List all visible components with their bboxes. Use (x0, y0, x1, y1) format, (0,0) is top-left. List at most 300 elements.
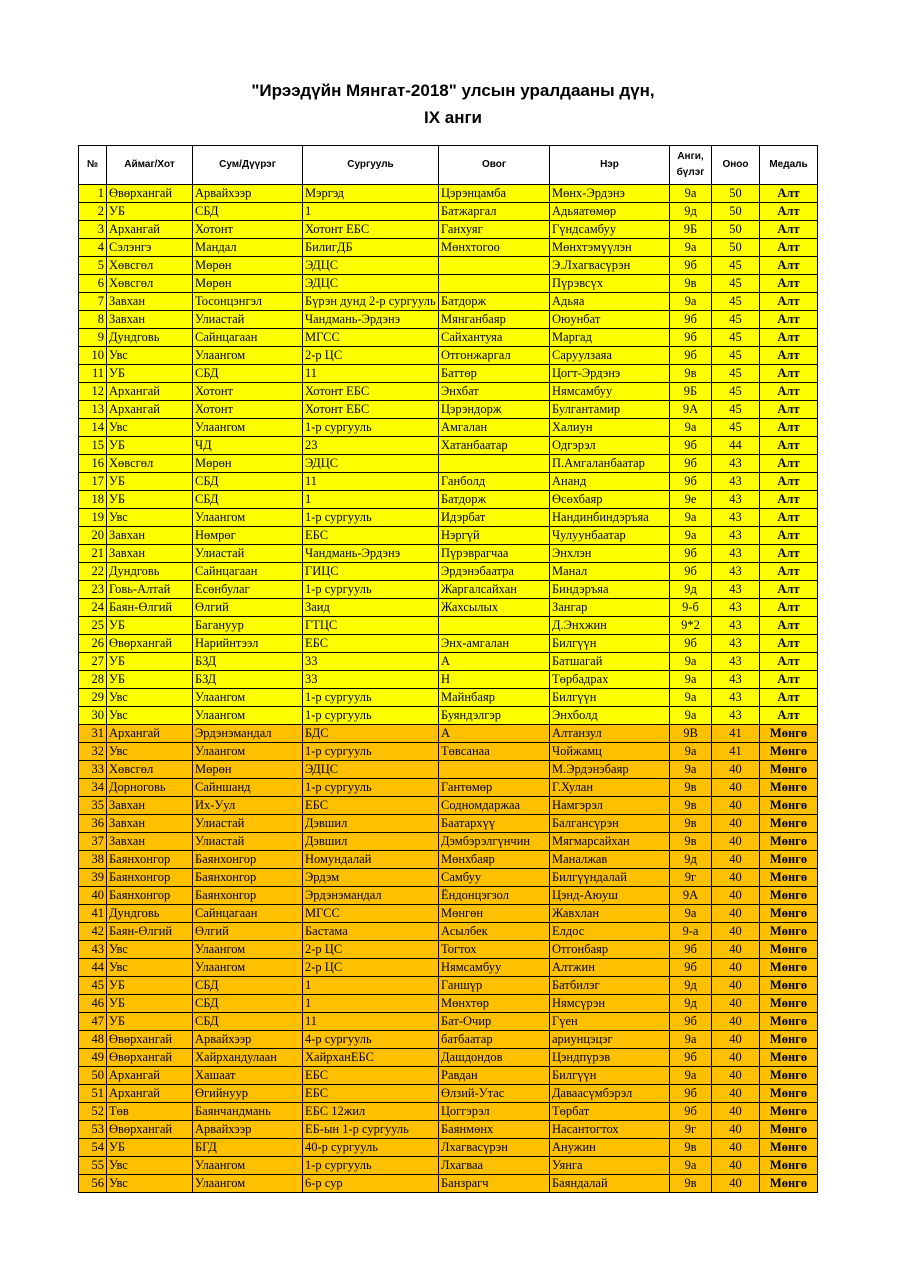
sum-cell: Улаангом (193, 959, 303, 977)
row-number: 44 (79, 959, 107, 977)
row-number: 17 (79, 473, 107, 491)
table-row (79, 761, 818, 779)
sum-cell: Улаангом (193, 347, 303, 365)
medal-cell: Алт (760, 473, 818, 491)
sum-cell: Улиастай (193, 833, 303, 851)
class-cell: 9в (670, 365, 712, 383)
sum-cell: Улаангом (193, 419, 303, 437)
surname-cell (439, 275, 550, 293)
row-number: 15 (79, 437, 107, 455)
surname-cell: Нямсамбуу (439, 959, 550, 977)
medal-cell: Мөнгө (760, 995, 818, 1013)
header-name: Нэр (550, 146, 670, 185)
name-cell: Нандинбиндэръяа (550, 509, 670, 527)
table-row (79, 1085, 818, 1103)
school-cell: 6-р сур (303, 1175, 439, 1193)
class-cell: 9б (670, 329, 712, 347)
surname-cell: А (439, 653, 550, 671)
row-number: 9 (79, 329, 107, 347)
medal-cell: Мөнгө (760, 779, 818, 797)
class-cell: 9е (670, 491, 712, 509)
surname-cell: Н (439, 671, 550, 689)
school-cell: 2-р ЦС (303, 347, 439, 365)
table-row (79, 959, 818, 977)
medal-cell: Мөнгө (760, 1103, 818, 1121)
aimag-cell: УБ (107, 995, 193, 1013)
medal-cell: Алт (760, 707, 818, 725)
row-number: 38 (79, 851, 107, 869)
score-cell: 50 (712, 203, 760, 221)
medal-cell: Мөнгө (760, 1067, 818, 1085)
school-cell: МГСС (303, 329, 439, 347)
aimag-cell: Өвөрхангай (107, 1031, 193, 1049)
medal-cell: Мөнгө (760, 851, 818, 869)
sum-cell: Сайнцагаан (193, 563, 303, 581)
sum-cell: Тосонцэнгэл (193, 293, 303, 311)
sum-cell: Улаангом (193, 707, 303, 725)
row-number: 53 (79, 1121, 107, 1139)
surname-cell: Ганхуяг (439, 221, 550, 239)
surname-cell: батбаатар (439, 1031, 550, 1049)
name-cell: Билгүүн (550, 1067, 670, 1085)
class-cell: 9-а (670, 923, 712, 941)
medal-cell: Мөнгө (760, 743, 818, 761)
table-row (79, 905, 818, 923)
class-cell: 9а (670, 1031, 712, 1049)
class-cell: 9а (670, 653, 712, 671)
row-number: 47 (79, 1013, 107, 1031)
school-cell: ЭДЦС (303, 455, 439, 473)
class-cell: 9а (670, 905, 712, 923)
surname-cell: Амгалан (439, 419, 550, 437)
score-cell: 40 (712, 1049, 760, 1067)
score-cell: 40 (712, 995, 760, 1013)
table-row (79, 923, 818, 941)
school-cell: МГСС (303, 905, 439, 923)
school-cell: 4-р сургууль (303, 1031, 439, 1049)
class-cell: 9В (670, 725, 712, 743)
class-cell: 9Б (670, 221, 712, 239)
score-cell: 41 (712, 725, 760, 743)
medal-cell: Алт (760, 239, 818, 257)
table-row (79, 1049, 818, 1067)
row-number: 20 (79, 527, 107, 545)
school-cell: 2-р ЦС (303, 959, 439, 977)
medal-cell: Алт (760, 599, 818, 617)
class-cell: 9а (670, 509, 712, 527)
score-cell: 40 (712, 797, 760, 815)
surname-cell: Ганшүр (439, 977, 550, 995)
table-row (79, 401, 818, 419)
school-cell: 1-р сургууль (303, 707, 439, 725)
aimag-cell: УБ (107, 1139, 193, 1157)
medal-cell: Алт (760, 437, 818, 455)
sum-cell: ЧД (193, 437, 303, 455)
surname-cell: Мөнхбаяр (439, 851, 550, 869)
sum-cell: Мөрөн (193, 455, 303, 473)
class-cell: 9а (670, 671, 712, 689)
medal-cell: Мөнгө (760, 761, 818, 779)
name-cell: Мөнх-Эрдэнэ (550, 185, 670, 203)
name-cell: Алтанзул (550, 725, 670, 743)
table-row (79, 581, 818, 599)
sum-cell: Арвайхээр (193, 1031, 303, 1049)
class-cell: 9а (670, 1067, 712, 1085)
row-number: 25 (79, 617, 107, 635)
table-row (79, 509, 818, 527)
medal-cell: Мөнгө (760, 1049, 818, 1067)
score-cell: 43 (712, 581, 760, 599)
row-number: 28 (79, 671, 107, 689)
sum-cell: Улиастай (193, 815, 303, 833)
name-cell: Мөнхтэмүүлэн (550, 239, 670, 257)
score-cell: 43 (712, 455, 760, 473)
name-cell: ариунцэцэг (550, 1031, 670, 1049)
name-cell: Халиун (550, 419, 670, 437)
aimag-cell: Увс (107, 743, 193, 761)
name-cell: Батбилэг (550, 977, 670, 995)
aimag-cell: Увс (107, 689, 193, 707)
medal-cell: Алт (760, 203, 818, 221)
row-number: 24 (79, 599, 107, 617)
surname-cell: Эрдэнэбаатра (439, 563, 550, 581)
surname-cell: Гантөмөр (439, 779, 550, 797)
row-number: 16 (79, 455, 107, 473)
class-cell: 9б (670, 1049, 712, 1067)
class-cell: 9в (670, 797, 712, 815)
aimag-cell: Дундговь (107, 905, 193, 923)
sum-cell: БГД (193, 1139, 303, 1157)
sum-cell: Нарийнтээл (193, 635, 303, 653)
school-cell: ЭДЦС (303, 275, 439, 293)
school-cell: 33 (303, 671, 439, 689)
medal-cell: Алт (760, 401, 818, 419)
medal-cell: Мөнгө (760, 1175, 818, 1193)
table-row (79, 365, 818, 383)
name-cell: Даваасүмбэрэл (550, 1085, 670, 1103)
class-cell: 9*2 (670, 617, 712, 635)
sum-cell: Сайнцагаан (193, 905, 303, 923)
surname-cell: Бат-Очир (439, 1013, 550, 1031)
table-row (79, 293, 818, 311)
class-cell: 9б (670, 1013, 712, 1031)
table-row (79, 995, 818, 1013)
score-cell: 43 (712, 689, 760, 707)
aimag-cell: Завхан (107, 527, 193, 545)
score-cell: 43 (712, 563, 760, 581)
score-cell: 40 (712, 905, 760, 923)
school-cell: Эрдэм (303, 869, 439, 887)
table-row (79, 473, 818, 491)
sum-cell: СБД (193, 995, 303, 1013)
aimag-cell: Баян-Өлгий (107, 923, 193, 941)
surname-cell: Мянганбаяр (439, 311, 550, 329)
aimag-cell: Өвөрхангай (107, 635, 193, 653)
medal-cell: Алт (760, 689, 818, 707)
score-cell: 43 (712, 635, 760, 653)
header-score: Оноо (712, 146, 760, 185)
aimag-cell: Завхан (107, 815, 193, 833)
aimag-cell: Баянхонгор (107, 851, 193, 869)
score-cell: 40 (712, 1157, 760, 1175)
name-cell: Отгонбаяр (550, 941, 670, 959)
surname-cell: Төвсанаа (439, 743, 550, 761)
sum-cell: Улаангом (193, 1175, 303, 1193)
score-cell: 44 (712, 437, 760, 455)
score-cell: 43 (712, 617, 760, 635)
row-number: 18 (79, 491, 107, 509)
table-row (79, 1031, 818, 1049)
medal-cell: Алт (760, 293, 818, 311)
surname-cell: Мөнхтогоо (439, 239, 550, 257)
aimag-cell: УБ (107, 365, 193, 383)
sum-cell: БЗД (193, 653, 303, 671)
aimag-cell: Увс (107, 509, 193, 527)
aimag-cell: Говь-Алтай (107, 581, 193, 599)
medal-cell: Мөнгө (760, 833, 818, 851)
score-cell: 50 (712, 185, 760, 203)
row-number: 30 (79, 707, 107, 725)
surname-cell: Ёндонцэгзол (439, 887, 550, 905)
class-cell: 9а (670, 293, 712, 311)
row-number: 12 (79, 383, 107, 401)
aimag-cell: Сэлэнгэ (107, 239, 193, 257)
school-cell: ГИЦС (303, 563, 439, 581)
name-cell: Маргад (550, 329, 670, 347)
table-body (79, 185, 818, 1193)
table-row (79, 311, 818, 329)
name-cell: Чойжамц (550, 743, 670, 761)
table-row (79, 635, 818, 653)
sum-cell: Өгийнуур (193, 1085, 303, 1103)
class-cell: 9а (670, 761, 712, 779)
score-cell: 45 (712, 419, 760, 437)
row-number: 50 (79, 1067, 107, 1085)
sum-cell: Улаангом (193, 1157, 303, 1175)
name-cell: Өсөхбаяр (550, 491, 670, 509)
school-cell: 1 (303, 203, 439, 221)
sum-cell: СБД (193, 491, 303, 509)
header-class: Анги, бүлэг (670, 146, 712, 185)
aimag-cell: Хөвсгөл (107, 275, 193, 293)
aimag-cell: Хөвсгөл (107, 761, 193, 779)
school-cell: 1 (303, 995, 439, 1013)
medal-cell: Алт (760, 185, 818, 203)
row-number: 8 (79, 311, 107, 329)
score-cell: 40 (712, 1139, 760, 1157)
class-cell: 9д (670, 995, 712, 1013)
class-cell: 9а (670, 185, 712, 203)
surname-cell: Жаргалсайхан (439, 581, 550, 599)
name-cell: Билгүүндалай (550, 869, 670, 887)
row-number: 27 (79, 653, 107, 671)
school-cell: Хотонт ЕБС (303, 383, 439, 401)
surname-cell: Цэрэндорж (439, 401, 550, 419)
table-row (79, 203, 818, 221)
aimag-cell: Увс (107, 1157, 193, 1175)
surname-cell: Отгонжаргал (439, 347, 550, 365)
surname-cell: Баянмөнх (439, 1121, 550, 1139)
surname-cell: Майнбаяр (439, 689, 550, 707)
school-cell: 11 (303, 365, 439, 383)
table-row (79, 1175, 818, 1193)
name-cell: Төрбадрах (550, 671, 670, 689)
table-row (79, 455, 818, 473)
row-number: 26 (79, 635, 107, 653)
table-row (79, 1121, 818, 1139)
school-cell: 1-р сургууль (303, 779, 439, 797)
class-cell: 9б (670, 1103, 712, 1121)
sum-cell: Улаангом (193, 689, 303, 707)
sum-cell: Сайншанд (193, 779, 303, 797)
aimag-cell: УБ (107, 437, 193, 455)
medal-cell: Алт (760, 581, 818, 599)
school-cell: Чандмань-Эрдэнэ (303, 545, 439, 563)
surname-cell: Баттөр (439, 365, 550, 383)
school-cell: Мэргэд (303, 185, 439, 203)
medal-cell: Мөнгө (760, 977, 818, 995)
medal-cell: Алт (760, 671, 818, 689)
sum-cell: Хашаат (193, 1067, 303, 1085)
sum-cell: Мөрөн (193, 257, 303, 275)
surname-cell: Дэмбэрэлгүнчин (439, 833, 550, 851)
name-cell: Анужин (550, 1139, 670, 1157)
sum-cell: Баянхонгор (193, 851, 303, 869)
surname-cell: Баатархүү (439, 815, 550, 833)
aimag-cell: Хөвсгөл (107, 455, 193, 473)
table-row (79, 977, 818, 995)
score-cell: 41 (712, 743, 760, 761)
medal-cell: Мөнгө (760, 1013, 818, 1031)
aimag-cell: Увс (107, 941, 193, 959)
surname-cell: Өлзий-Утас (439, 1085, 550, 1103)
sum-cell: Мөрөн (193, 275, 303, 293)
score-cell: 40 (712, 977, 760, 995)
school-cell: Эрдэнэмандал (303, 887, 439, 905)
aimag-cell: Өвөрхангай (107, 1121, 193, 1139)
surname-cell: Тогтох (439, 941, 550, 959)
name-cell: Гүндсамбуу (550, 221, 670, 239)
score-cell: 40 (712, 1085, 760, 1103)
aimag-cell: Завхан (107, 833, 193, 851)
sum-cell: Өлгий (193, 923, 303, 941)
row-number: 23 (79, 581, 107, 599)
results-table (78, 145, 818, 1193)
name-cell: Цэндпүрэв (550, 1049, 670, 1067)
name-cell: Баяндалай (550, 1175, 670, 1193)
medal-cell: Мөнгө (760, 1139, 818, 1157)
table-row (79, 275, 818, 293)
row-number: 6 (79, 275, 107, 293)
table-row (79, 527, 818, 545)
row-number: 48 (79, 1031, 107, 1049)
sum-cell: Мөрөн (193, 761, 303, 779)
school-cell: Хотонт ЕБС (303, 401, 439, 419)
sum-cell: Хотонт (193, 221, 303, 239)
school-cell: ГТЦС (303, 617, 439, 635)
name-cell: Оюунбат (550, 311, 670, 329)
school-cell: Бастама (303, 923, 439, 941)
sum-cell: Хотонт (193, 401, 303, 419)
school-cell: ЕБС (303, 1085, 439, 1103)
surname-cell (439, 455, 550, 473)
medal-cell: Мөнгө (760, 941, 818, 959)
sum-cell: Улаангом (193, 941, 303, 959)
surname-cell: Цоггэрэл (439, 1103, 550, 1121)
surname-cell: Батдорж (439, 491, 550, 509)
surname-cell: Энхбат (439, 383, 550, 401)
school-cell: Хотонт ЕБС (303, 221, 439, 239)
row-number: 49 (79, 1049, 107, 1067)
score-cell: 45 (712, 347, 760, 365)
medal-cell: Алт (760, 221, 818, 239)
row-number: 36 (79, 815, 107, 833)
score-cell: 40 (712, 869, 760, 887)
name-cell: Балгансүрэн (550, 815, 670, 833)
sum-cell: Хайрхандулаан (193, 1049, 303, 1067)
sum-cell: Сайнцагаан (193, 329, 303, 347)
class-cell: 9д (670, 581, 712, 599)
score-cell: 45 (712, 293, 760, 311)
name-cell: Билгүүн (550, 635, 670, 653)
name-cell: Ананд (550, 473, 670, 491)
score-cell: 40 (712, 851, 760, 869)
row-number: 11 (79, 365, 107, 383)
school-cell: 1-р сургууль (303, 1157, 439, 1175)
name-cell: Энхболд (550, 707, 670, 725)
class-cell: 9А (670, 887, 712, 905)
sum-cell: Улиастай (193, 545, 303, 563)
sum-cell: Улаангом (193, 743, 303, 761)
table-row (79, 437, 818, 455)
aimag-cell: Архангай (107, 221, 193, 239)
surname-cell: Мөнхтөр (439, 995, 550, 1013)
row-number: 34 (79, 779, 107, 797)
score-cell: 45 (712, 401, 760, 419)
medal-cell: Мөнгө (760, 1085, 818, 1103)
medal-cell: Мөнгө (760, 887, 818, 905)
medal-cell: Алт (760, 635, 818, 653)
score-cell: 43 (712, 491, 760, 509)
document-subtitle: IX анги (423, 108, 483, 127)
score-cell: 40 (712, 1013, 760, 1031)
header-sum: Сум/Дүүрэг (193, 146, 303, 185)
class-cell: 9в (670, 275, 712, 293)
row-number: 39 (79, 869, 107, 887)
score-cell: 45 (712, 329, 760, 347)
medal-cell: Мөнгө (760, 797, 818, 815)
score-cell: 40 (712, 761, 760, 779)
medal-cell: Алт (760, 275, 818, 293)
row-number: 13 (79, 401, 107, 419)
medal-cell: Алт (760, 347, 818, 365)
sum-cell: Баянхонгор (193, 887, 303, 905)
surname-cell: Банзрагч (439, 1175, 550, 1193)
aimag-cell: УБ (107, 617, 193, 635)
medal-cell: Алт (760, 653, 818, 671)
sum-cell: Арвайхээр (193, 185, 303, 203)
name-cell: Насантогтох (550, 1121, 670, 1139)
name-cell: Зангар (550, 599, 670, 617)
medal-cell: Алт (760, 311, 818, 329)
table-row (79, 815, 818, 833)
school-cell: Номундалай (303, 851, 439, 869)
class-cell: 9б (670, 635, 712, 653)
header-number: № (79, 146, 107, 185)
sum-cell: Өлгий (193, 599, 303, 617)
aimag-cell: Баян-Өлгий (107, 599, 193, 617)
row-number: 46 (79, 995, 107, 1013)
